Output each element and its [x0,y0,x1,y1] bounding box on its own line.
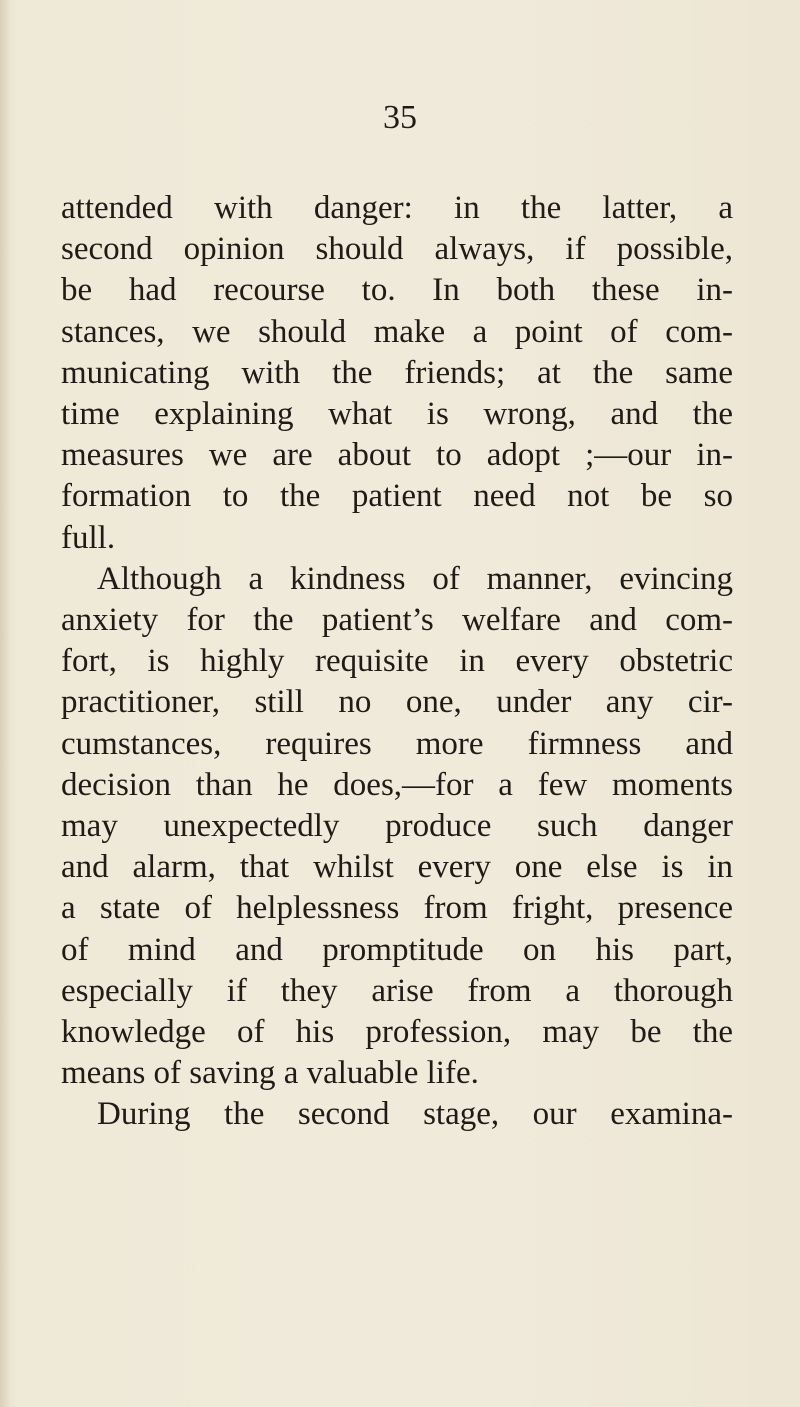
text-line: attended with danger: in the latter, a [61,190,733,226]
text-line: time explaining what is wrong, and the [61,396,733,433]
text-line: and alarm, that whilst every one else is in [61,849,733,886]
text-line: stances, we should make a point of com- [61,313,733,350]
body-text [61,188,733,1136]
text-line: During the second stage, our examina- [97,1096,733,1133]
text-line: cumstances, requires more firmness and [61,725,733,762]
text-line: Although a kindness of manner, evincing [97,560,733,597]
text-line: be had recourse to. In both these in- [61,272,733,309]
text-line: anxiety for the patient’s welfare and com- [61,602,733,639]
page-number: 35 [383,99,417,136]
text-line: practitioner, still no one, under any cir- [61,684,733,721]
text-line: municating with the friends; at the same [61,354,733,391]
text-line: means of saving a valuable life. [61,1055,479,1092]
text-line: especially if they arise from a thorough [61,972,733,1009]
text-line: full. [61,519,116,556]
text-line: a state of helplessness from fright, presence [61,890,733,927]
text-line: decision than he does,—for a few moments [61,766,733,803]
text-line: fort, is highly requisite in every obstetric [61,643,733,680]
text-line: may unexpectedly produce such danger [61,808,733,845]
text-line: formation to the patient need not be so [61,478,733,515]
text-line: second opinion should always, if possible, [61,231,733,268]
page-edge-shadow [0,0,10,1407]
text-line: measures we are about to adopt ;—our in- [61,437,733,474]
text-line: knowledge of his profession, may be the [61,1014,733,1051]
text-line: of mind and promptitude on his part, [61,931,733,968]
